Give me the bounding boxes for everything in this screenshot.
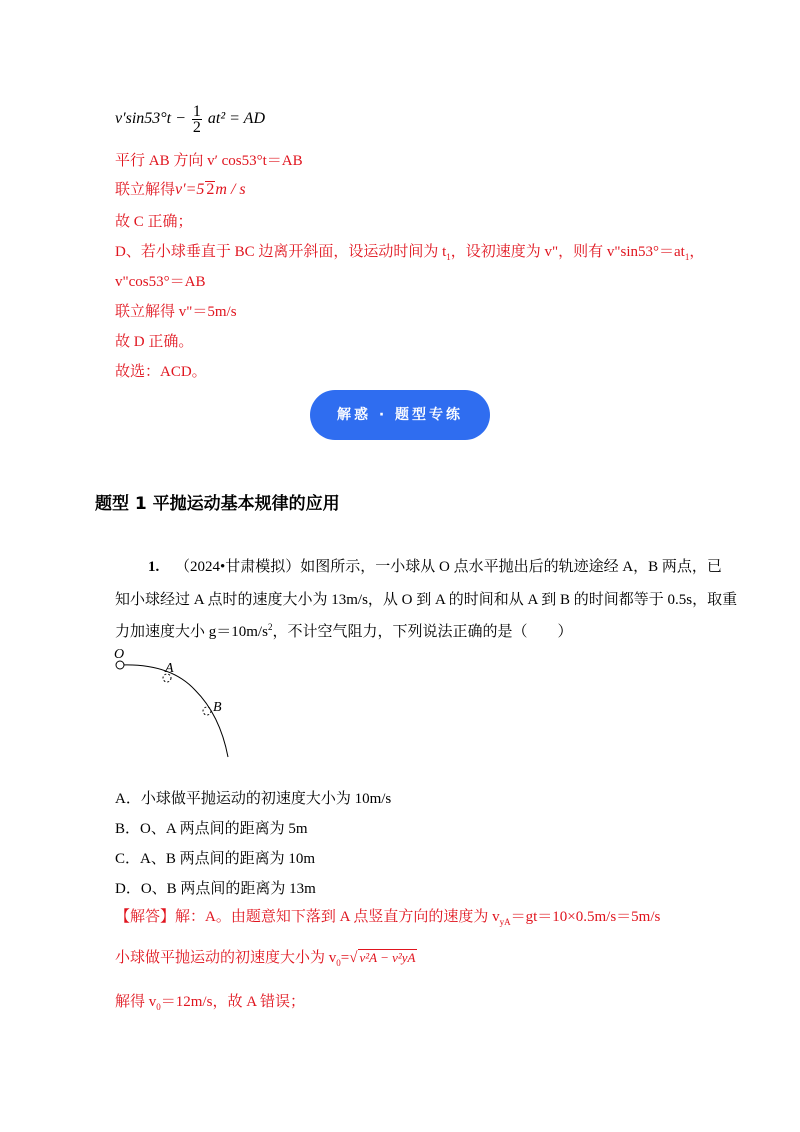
- solution-line-d1: [115, 240, 704, 262]
- solution-line-d2: v"cos53°＝AB: [115, 274, 206, 290]
- answer-sub-1: yA: [499, 917, 511, 927]
- solve1-math: v′=5: [175, 181, 205, 198]
- point-o-circle: [116, 661, 124, 669]
- answer-sub-2: 0: [336, 958, 341, 968]
- equation-lhs: v′sin53°t −: [115, 110, 186, 128]
- option-c: C．A、B 两点间的距离为 10m: [115, 851, 316, 867]
- label-o: O: [114, 647, 125, 662]
- d1-sub2: 1: [684, 252, 690, 262]
- answer-line-2: 小球做平抛运动的初速度大小为 $v_0=√$ v²A − v²yA: [115, 950, 416, 968]
- solution-line-choice: 故选：ACD。: [115, 364, 207, 380]
- answer-line-1: [115, 905, 660, 927]
- answer-text-1: 解：A。由题意知下落到 A 点竖直方向的速度为 v: [175, 909, 500, 925]
- trajectory-figure: [110, 645, 240, 765]
- answer-text-3b: ＝12m/s，故 A 错误；: [160, 994, 305, 1010]
- d1-text-b: ，设初速度为 v"，则有 v"sin53°＝at: [450, 244, 685, 260]
- solution-line-parallel: 平行 AB 方向 v′ cos53°t＝AB: [115, 153, 303, 169]
- solve1-unit: m / s: [215, 181, 246, 198]
- question-text-3b: ，不计空气阻力，下列说法正确的是（ ）: [272, 624, 573, 640]
- question-sup: 2: [267, 622, 273, 632]
- question-number: 1.: [148, 559, 160, 575]
- answer-tag: 【解答】: [115, 909, 176, 925]
- answer-text-1b: ＝gt＝10×0.5m/s＝5m/s: [510, 909, 661, 925]
- solve1-prefix: 联立解得: [115, 182, 176, 198]
- question-line-2: 知小球经过 A 点时的速度大小为 13m/s，从 O 到 A 的时间和从 A 到 B 的时间都等于 0.5s，取重: [115, 592, 738, 608]
- question-line-3: [115, 620, 572, 641]
- fraction-half: [192, 104, 202, 135]
- question-line-1: [148, 555, 722, 576]
- section-title: 题型 1 平抛运动基本规律的应用: [95, 494, 340, 514]
- option-d: D．O、B 两点间的距离为 13m: [115, 881, 316, 897]
- question-text-1: （2024•甘肃模拟）如图所示，一小球从 O 点水平抛出后的轨迹途经 A，B 两点，已: [175, 559, 722, 575]
- option-a: A．小球做平抛运动的初速度大小为 10m/s: [115, 791, 392, 807]
- answer-sub-3: 0: [156, 1002, 161, 1012]
- d1-text: D、若小球垂直于 BC 边离开斜面，设运动时间为 t: [115, 244, 447, 260]
- d1-text-c: ，: [689, 244, 705, 260]
- solve1-root: 2: [206, 181, 215, 198]
- equation-rhs: at² = AD: [207, 110, 265, 128]
- solution-line-d-correct: 故 D 正确。: [115, 334, 194, 350]
- fraction-denominator: 2: [192, 119, 201, 136]
- d1-sub: 1: [446, 252, 451, 262]
- answer-text-3: 解得 v: [115, 994, 157, 1010]
- answer-root-2: v²A − v²yA: [359, 950, 416, 965]
- answer-eq-2: =: [340, 950, 350, 966]
- answer-line-3: [115, 990, 305, 1012]
- option-b: B．O、A 两点间的距离为 5m: [115, 821, 308, 837]
- question-text-3a: 力加速度大小 g＝10m/s: [115, 624, 268, 640]
- solution-line-solve1: [115, 178, 246, 199]
- solution-line-solve2: 联立解得 v"＝5m/s: [115, 304, 237, 320]
- trajectory-curve: [120, 665, 228, 757]
- fraction-numerator: 1: [192, 103, 201, 120]
- point-b-circle: [203, 707, 211, 715]
- label-b: B: [213, 700, 222, 715]
- label-a: A: [165, 661, 174, 676]
- equation-line: [115, 104, 265, 135]
- solution-line-c-correct: 故 C 正确；: [115, 214, 193, 230]
- answer-text-2: 小球做平抛运动的初速度大小为 v: [115, 950, 337, 966]
- section-banner: 解惑 · 题型专练: [310, 390, 490, 440]
